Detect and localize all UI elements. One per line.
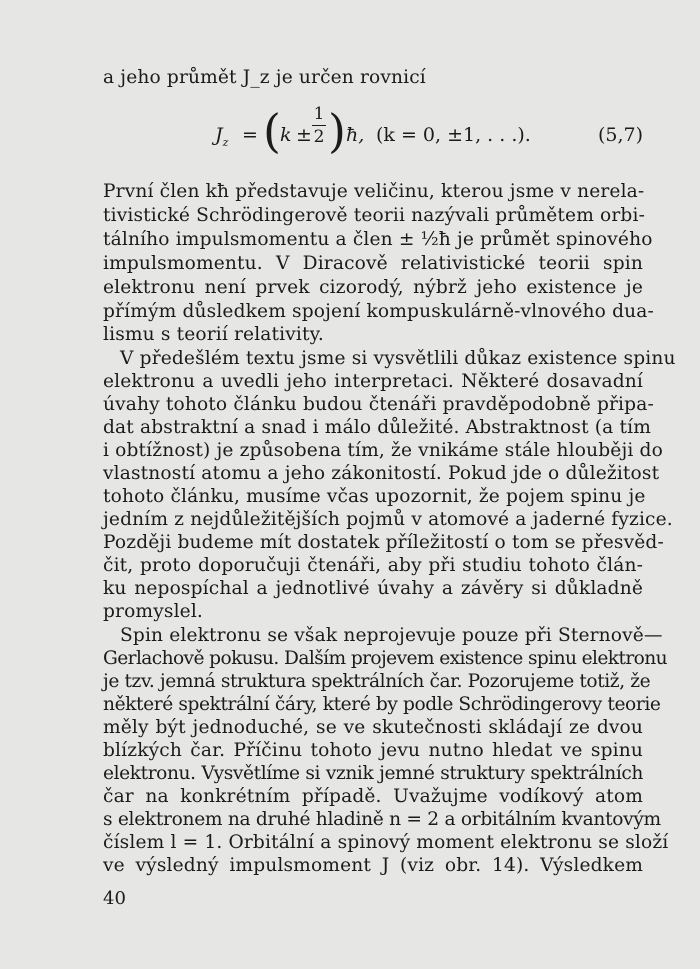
frac-denominator: 2 — [313, 127, 325, 147]
text-line: úvahy tohoto článku budou čtenáři pravděpodobně připa- — [103, 394, 654, 415]
text-line: vlastností atomu a jeho zákonitostí. Pokud jde o důležitost — [103, 463, 660, 484]
text-line: měly být jednoduché, se ve skutečnosti skládají ze dvou — [103, 717, 643, 738]
eq-pm: ± — [296, 124, 312, 146]
text-line: V předešlém textu jsme si vysvětlili důkaz existence spinu — [120, 348, 676, 369]
text-line: Gerlachově pokusu. Dalším projevem existence spinu elektronu — [103, 648, 667, 669]
frac-bar — [312, 125, 326, 126]
text-line: přímým důsledkem spojení kompuskulárně-vlnového dua- — [103, 301, 654, 322]
right-paren-icon: ) — [328, 104, 346, 158]
text-line: čar na konkrétním případě. Uvažujme vodíkový atom — [103, 786, 643, 807]
eq-k: k — [280, 124, 292, 146]
eq-equals: = — [242, 124, 258, 146]
eq-fraction — [312, 104, 326, 147]
frac-numerator: 1 — [313, 104, 325, 124]
text-line: ku nepospíchal a jednotlivé úvahy a závěry si důkladně — [103, 578, 643, 599]
text-line: elektronu. Vysvětlíme si vznik jemné struktury spektrálních — [103, 763, 643, 784]
text-line: elektronu není prvek cizorodý, nýbrž jeho existence je — [103, 277, 643, 298]
text-line: První člen kħ představuje veličinu, kterou jsme v nerela- — [103, 181, 645, 202]
text-line: lismu s teorií relativity. — [103, 324, 324, 345]
text-line: číslem l = 1. Orbitální a spinový moment elektronu se složí — [103, 832, 669, 853]
text-line: tálního impulsmomentu a člen ± ½ħ je průmět spinového — [103, 229, 653, 250]
text-line: i obtížnost) je způsobena tím, že vnikáme stále hlouběji do — [103, 440, 663, 461]
text-line: promyslel. — [103, 601, 203, 622]
text-line: tivistické Schrödingerově teorii nazývali průmětem orbi- — [103, 205, 646, 226]
left-paren-icon: ( — [263, 104, 281, 158]
text-line: s elektronem na druhé hladině n = 2 a orbitálním kvantovým — [103, 809, 661, 830]
eq-lhs: $J_z$ — [215, 124, 229, 149]
text-line: čit, proto doporučuji čtenáři, aby při studiu tohoto člán- — [103, 555, 643, 576]
text-line: ve výsledný impulsmoment J (viz obr. 14). Výsledkem — [103, 855, 643, 876]
equation-5-7 — [0, 104, 700, 166]
eq-condition: (k = 0, ±1, . . .). — [376, 124, 531, 146]
text-line: blízkých čar. Příčinu tohoto jevu nutno hledat ve spinu — [103, 740, 643, 761]
text-line: jedním z nejdůležitějších pojmů v atomové a jaderné fyzice. — [103, 509, 673, 530]
text-line: elektronu a uvedli jeho interpretaci. Některé dosavadní — [103, 371, 643, 392]
text-line: je tzv. jemná struktura spektrálních čar. Pozorujeme totiž, že — [103, 671, 651, 692]
text-line: dat abstraktní a snad i málo důležité. Abstraktnost (a tím — [103, 417, 651, 438]
eq-hbar: ħ, — [346, 124, 365, 146]
text-line: tohoto článku, musíme včas upozornit, že pojem spinu je — [103, 486, 646, 507]
text-line: Později budeme mít dostatek příležitostí o tom se přesvěd- — [103, 532, 664, 553]
intro-line: a jeho průmět J_z je určen rovnicí — [103, 67, 426, 88]
text-line: impulsmomentu. V Diracově relativistické teorii spin — [103, 253, 643, 274]
text-line: Spin elektronu se však neprojevuje pouze při Sternově— — [120, 625, 663, 646]
equation-number: (5,7) — [598, 124, 644, 146]
page-number: 40 — [103, 888, 126, 909]
text-line: některé spektrální čáry, které by podle Schrödingerovy teorie — [103, 694, 661, 715]
